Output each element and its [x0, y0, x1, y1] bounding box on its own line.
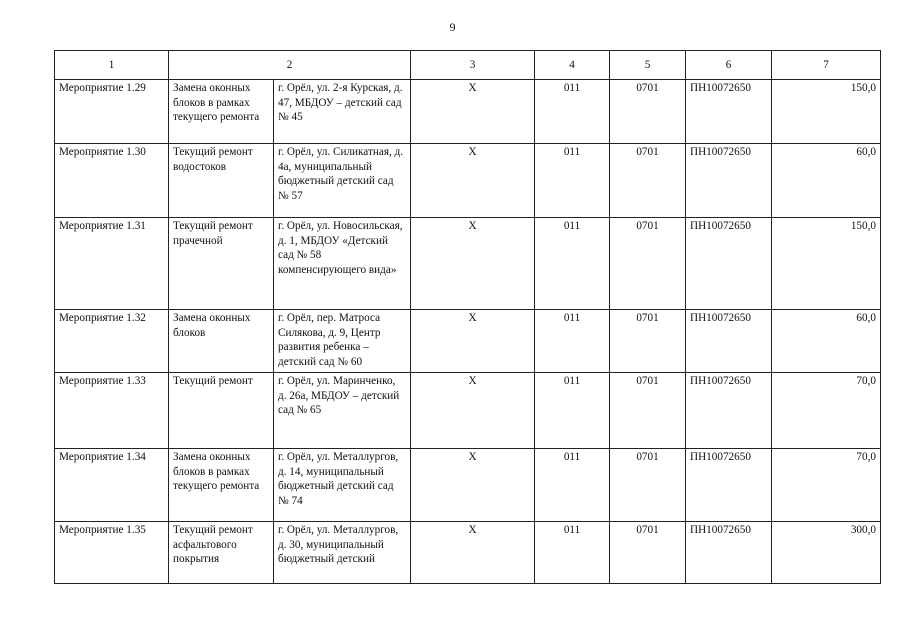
col5-cell: 0701: [610, 80, 686, 144]
work-type-cell: Замена оконных блоков: [169, 310, 274, 373]
col3-cell: Х: [411, 373, 535, 449]
header-col-5: 5: [610, 51, 686, 80]
col6-cell: ПН10072650: [686, 449, 772, 522]
work-type-cell: Текущий ремонт прачечной: [169, 218, 274, 310]
header-col-6: 6: [686, 51, 772, 80]
event-cell: Мероприятие 1.29: [55, 80, 169, 144]
page-number: 9: [449, 20, 456, 34]
col5-cell: 0701: [610, 449, 686, 522]
col6-cell: ПН10072650: [686, 373, 772, 449]
address-cell: г. Орёл, ул. Новосильская, д. 1, МБДОУ «Детский сад № 58 компенсирующего вида»: [274, 218, 411, 310]
col6-cell: ПН10072650: [686, 522, 772, 584]
col6-cell: ПН10072650: [686, 218, 772, 310]
header-col-4: 4: [535, 51, 610, 80]
work-type-cell: Замена оконных блоков в рамках текущего ремонта: [169, 449, 274, 522]
col5-cell: 0701: [610, 144, 686, 218]
col4-cell: 011: [535, 522, 610, 584]
col3-cell: Х: [411, 522, 535, 584]
col6-cell: ПН10072650: [686, 80, 772, 144]
event-cell: Мероприятие 1.30: [55, 144, 169, 218]
header-col-7: 7: [772, 51, 881, 80]
header-col-3: 3: [411, 51, 535, 80]
address-cell: г. Орёл, ул. 2-я Курская, д. 47, МБДОУ – детский сад № 45: [274, 80, 411, 144]
table-row: [55, 80, 881, 144]
amount-cell: 70,0: [772, 373, 881, 449]
event-cell: Мероприятие 1.32: [55, 310, 169, 373]
address-cell: г. Орёл, ул. Маринченко, д. 26а, МБДОУ – детский сад № 65: [274, 373, 411, 449]
col4-cell: 011: [535, 310, 610, 373]
col3-cell: Х: [411, 80, 535, 144]
event-cell: Мероприятие 1.35: [55, 522, 169, 584]
event-cell: Мероприятие 1.31: [55, 218, 169, 310]
col3-cell: Х: [411, 449, 535, 522]
table-row: [55, 449, 881, 522]
table-row: [55, 218, 881, 310]
work-type-cell: Текущий ремонт: [169, 373, 274, 449]
col3-cell: Х: [411, 218, 535, 310]
table-row: [55, 522, 881, 584]
col4-cell: 011: [535, 218, 610, 310]
table-row: [55, 144, 881, 218]
amount-cell: 60,0: [772, 310, 881, 373]
header-col-1: 1: [55, 51, 169, 80]
col3-cell: Х: [411, 144, 535, 218]
table-row: [55, 373, 881, 449]
col6-cell: ПН10072650: [686, 310, 772, 373]
amount-cell: 60,0: [772, 144, 881, 218]
budget-table: [54, 50, 881, 584]
col5-cell: 0701: [610, 218, 686, 310]
amount-cell: 150,0: [772, 218, 881, 310]
header-row: [55, 51, 881, 80]
event-cell: Мероприятие 1.33: [55, 373, 169, 449]
col4-cell: 011: [535, 80, 610, 144]
address-cell: г. Орёл, ул. Металлургов, д. 14, муниципальный бюджетный детский сад № 74: [274, 449, 411, 522]
header-col-2: 2: [169, 51, 411, 80]
address-cell: г. Орёл, пер. Матроса Силякова, д. 9, Центр развития ребенка – детский сад № 60: [274, 310, 411, 373]
col5-cell: 0701: [610, 522, 686, 584]
amount-cell: 300,0: [772, 522, 881, 584]
work-type-cell: Текущий ремонт водостоков: [169, 144, 274, 218]
address-cell: г. Орёл, ул. Силикатная, д. 4а, муниципальный бюджетный детский сад № 57: [274, 144, 411, 218]
col4-cell: 011: [535, 373, 610, 449]
col4-cell: 011: [535, 449, 610, 522]
address-cell: г. Орёл, ул. Металлургов, д. 30, муниципальный бюджетный детский: [274, 522, 411, 584]
col5-cell: 0701: [610, 310, 686, 373]
col4-cell: 011: [535, 144, 610, 218]
table-row: [55, 310, 881, 373]
amount-cell: 70,0: [772, 449, 881, 522]
work-type-cell: Замена оконных блоков в рамках текущего ремонта: [169, 80, 274, 144]
work-type-cell: Текущий ремонт асфальтового покрытия: [169, 522, 274, 584]
col6-cell: ПН10072650: [686, 144, 772, 218]
col5-cell: 0701: [610, 373, 686, 449]
amount-cell: 150,0: [772, 80, 881, 144]
event-cell: Мероприятие 1.34: [55, 449, 169, 522]
col3-cell: Х: [411, 310, 535, 373]
